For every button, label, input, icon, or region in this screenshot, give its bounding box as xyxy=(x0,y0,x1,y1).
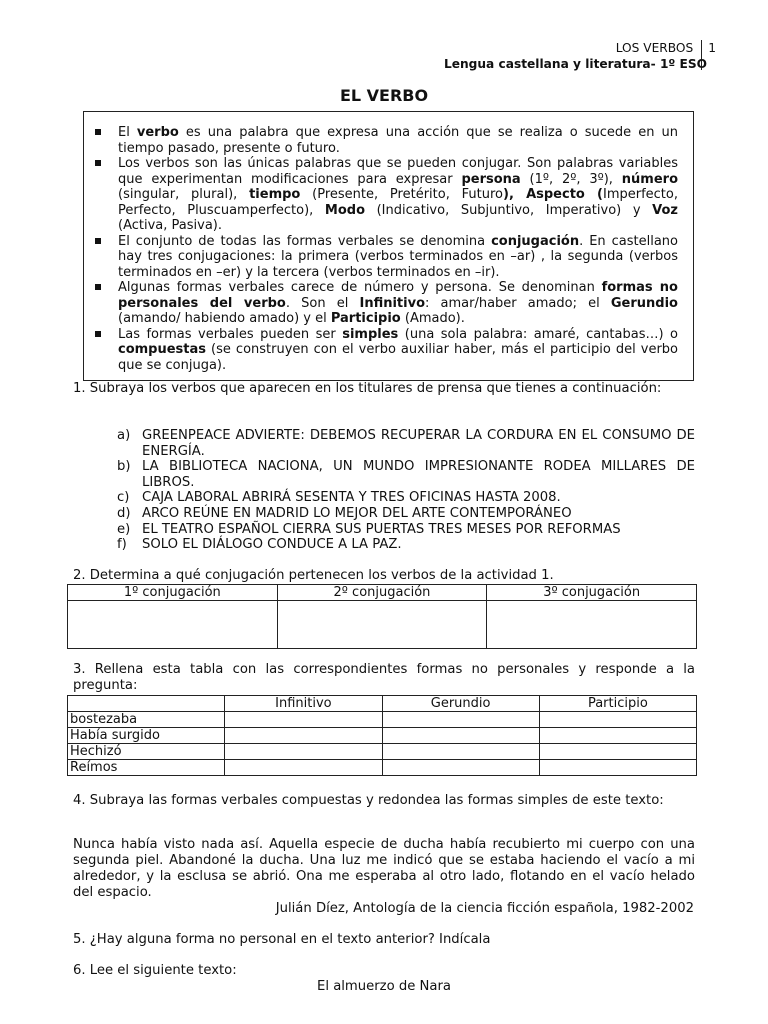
answer-cell[interactable] xyxy=(382,760,539,776)
bullet-text: (se construyen con el verbo auxiliar haber, más el participio del verbo que se conjuga). xyxy=(118,342,678,373)
theory-bullet xyxy=(118,234,678,281)
headline-item xyxy=(117,490,695,506)
exercise-1-headlines xyxy=(117,428,695,553)
answer-cell[interactable] xyxy=(382,728,539,744)
square-bullet-icon xyxy=(95,331,101,337)
square-bullet-icon xyxy=(95,284,101,290)
bullet-text: (Indicativo, Subjuntivo, Imperativo) y xyxy=(365,202,653,218)
headline-text: CAJA LABORAL ABRIRÁ SESENTA Y TRES OFICINAS HASTA 2008. xyxy=(142,490,561,506)
bold-term: tiempo xyxy=(249,187,301,202)
headline-text: EL TEATRO ESPAÑOL CIERRA SUS PUERTAS TRES MESES POR REFORMAS xyxy=(142,521,621,537)
conjugation-cell-3[interactable] xyxy=(487,601,697,649)
answer-cell[interactable] xyxy=(539,760,696,776)
conjugation-col-2: 2º conjugación xyxy=(277,585,487,601)
conjugation-col-1: 1º conjugación xyxy=(68,585,278,601)
bullet-text: (una sola palabra: amaré, cantabas…) o xyxy=(398,326,678,342)
bold-term: Voz xyxy=(652,202,678,218)
bold-term: formas no personales del verbo xyxy=(118,280,678,311)
exercise-1-prompt: 1. Subraya los verbos que aparecen en los titulares de prensa que tienes a continuación: xyxy=(73,381,662,396)
verb-form-label: Había surgido xyxy=(68,728,225,744)
bullet-text: (Amado). xyxy=(400,311,465,326)
bullet-text: (amando/ habiendo amado) y el xyxy=(118,311,331,326)
answer-cell[interactable] xyxy=(225,744,382,760)
exercise-5-prompt: 5. ¿Hay alguna forma no personal en el texto anterior? Indícala xyxy=(73,932,491,947)
forms-col-header: Infinitivo xyxy=(225,696,382,712)
bold-term: número xyxy=(621,171,678,187)
headline-letter: f) xyxy=(117,537,127,553)
theory-bullet xyxy=(118,125,678,156)
table-row xyxy=(68,744,697,760)
bold-term: ), Aspecto ( xyxy=(503,187,603,202)
headline-item xyxy=(117,428,695,459)
document-title: EL VERBO xyxy=(339,86,429,105)
theory-bullet xyxy=(118,280,678,327)
exercise-3-prompt: 3. Rellena esta tabla con las correspondientes formas no personales y responde a la pregunta: xyxy=(73,662,695,693)
forms-col-header: Gerundio xyxy=(382,696,539,712)
bullet-text: . Son el xyxy=(285,295,360,311)
answer-cell[interactable] xyxy=(382,712,539,728)
bullet-text: Las formas verbales pueden ser xyxy=(118,326,343,342)
theory-bullet-list xyxy=(118,125,678,373)
bullet-text: (Activa, Pasiva). xyxy=(118,218,222,233)
answer-cell[interactable] xyxy=(382,744,539,760)
exercise-6-prompt: 6. Lee el siguiente texto: xyxy=(73,963,237,978)
theory-bullet xyxy=(118,327,678,374)
bold-term: Infinitivo xyxy=(359,295,425,311)
bullet-text: Los verbos son las únicas palabras que se pueden conjugar. Son palabras variables que experimentan modificaciones para expresar xyxy=(118,156,678,187)
bold-term: persona xyxy=(461,171,521,187)
table-row xyxy=(68,760,697,776)
headline-text: ARCO REÚNE EN MADRID LO MEJOR DEL ARTE CONTEMPORÁNEO xyxy=(142,505,572,521)
bold-term: simples xyxy=(342,326,399,342)
bullet-text: (Presente, Pretérito, Futuro xyxy=(300,187,503,202)
answer-cell[interactable] xyxy=(225,728,382,744)
exercise-2-prompt: 2. Determina a qué conjugación pertenecen los verbos de la actividad 1. xyxy=(73,568,554,583)
verb-form-label: Reímos xyxy=(68,760,225,776)
headline-item xyxy=(117,459,695,490)
headline-letter: b) xyxy=(117,459,131,475)
square-bullet-icon xyxy=(95,129,101,135)
page-header xyxy=(444,40,716,72)
theory-box xyxy=(83,111,694,381)
bold-term: Gerundio xyxy=(610,295,678,311)
answer-cell[interactable] xyxy=(225,760,382,776)
exercise-4-text: Nunca había visto nada así. Aquella especie de ducha había recubierto mi cuerpo con una segunda piel. Abandoné la ducha. Una luz me indicó que se estaba haciendo el vacío a mi alrededor, y la esclusa se abrió. Ona me esperaba al otro lado, flotando en el vacío helado del espacio. xyxy=(73,837,695,900)
headline-letter: e) xyxy=(117,521,131,537)
bold-term: conjugación xyxy=(491,233,580,249)
theory-bullet xyxy=(118,156,678,234)
headline-text: SOLO EL DIÁLOGO CONDUCE A LA PAZ. xyxy=(142,537,402,553)
answer-cell[interactable] xyxy=(539,712,696,728)
answer-cell[interactable] xyxy=(539,728,696,744)
bullet-text: El conjunto de todas las formas verbales se denomina xyxy=(118,233,492,249)
headline-item xyxy=(117,522,695,538)
reading-title: El almuerzo de Nara xyxy=(317,979,451,994)
bullet-text: Imperfecto, Perfecto, Pluscuamperfecto), xyxy=(118,187,678,218)
forms-col-header: Participio xyxy=(539,696,696,712)
headline-letter: c) xyxy=(117,490,130,506)
bold-term: verbo xyxy=(136,125,179,140)
bullet-text: es una palabra que expresa una acción que se realiza o sucede en un tiempo pasado, presente o futuro. xyxy=(118,125,678,156)
non-personal-forms-table xyxy=(67,695,697,776)
square-bullet-icon xyxy=(95,238,101,244)
exercise-4-prompt: 4. Subraya las formas verbales compuestas y redondea las formas simples de este texto: xyxy=(73,793,664,808)
bold-term: Participio xyxy=(330,311,401,326)
headline-item xyxy=(117,506,695,522)
bullet-text: . En castellano hay tres conjugaciones: la primera (verbos terminados en –ar) , la segunda (verbos terminados en –er) y la tercera (verbos terminados en –ir). xyxy=(118,233,679,280)
bullet-text: (singular, plural), xyxy=(118,187,250,202)
conjugation-cell-1[interactable] xyxy=(68,601,278,649)
bold-term: compuestas xyxy=(118,342,207,357)
conjugation-table xyxy=(67,584,697,649)
verb-form-label: bostezaba xyxy=(68,712,225,728)
table-row xyxy=(68,728,697,744)
headline-letter: a) xyxy=(117,428,131,443)
headline-text: GREENPEACE ADVIERTE: DEBEMOS RECUPERAR LA CORDURA EN EL CONSUMO DE ENERGÍA. xyxy=(142,428,695,459)
answer-cell[interactable] xyxy=(539,744,696,760)
header-title: LOS VERBOS xyxy=(615,41,694,55)
table-row xyxy=(68,712,697,728)
answer-cell[interactable] xyxy=(225,712,382,728)
page-number: 1 xyxy=(708,41,716,55)
forms-col-header xyxy=(68,696,225,712)
header-subtitle: Lengua castellana y literatura- 1º ESO xyxy=(443,57,707,71)
bullet-text: Algunas formas verbales carece de número y persona. Se denominan xyxy=(118,280,602,295)
bullet-text: El xyxy=(118,125,137,140)
square-bullet-icon xyxy=(95,160,101,166)
bullet-text: : amar/haber amado; el xyxy=(425,295,611,311)
exercise-4-citation: Julián Díez, Antología de la ciencia ficción española, 1982-2002 xyxy=(275,901,694,916)
headline-text: LA BIBLIOTECA NACIONA, UN MUNDO IMPRESIONANTE RODEA MILLARES DE LIBROS. xyxy=(142,459,695,490)
bullet-text: (1º, 2º, 3º), xyxy=(520,171,622,187)
verb-form-label: Hechizó xyxy=(68,744,225,760)
headline-item xyxy=(117,537,695,553)
bold-term: Modo xyxy=(324,202,365,218)
conjugation-cell-2[interactable] xyxy=(277,601,487,649)
conjugation-col-3: 3º conjugación xyxy=(487,585,697,601)
headline-letter: d) xyxy=(117,505,131,521)
